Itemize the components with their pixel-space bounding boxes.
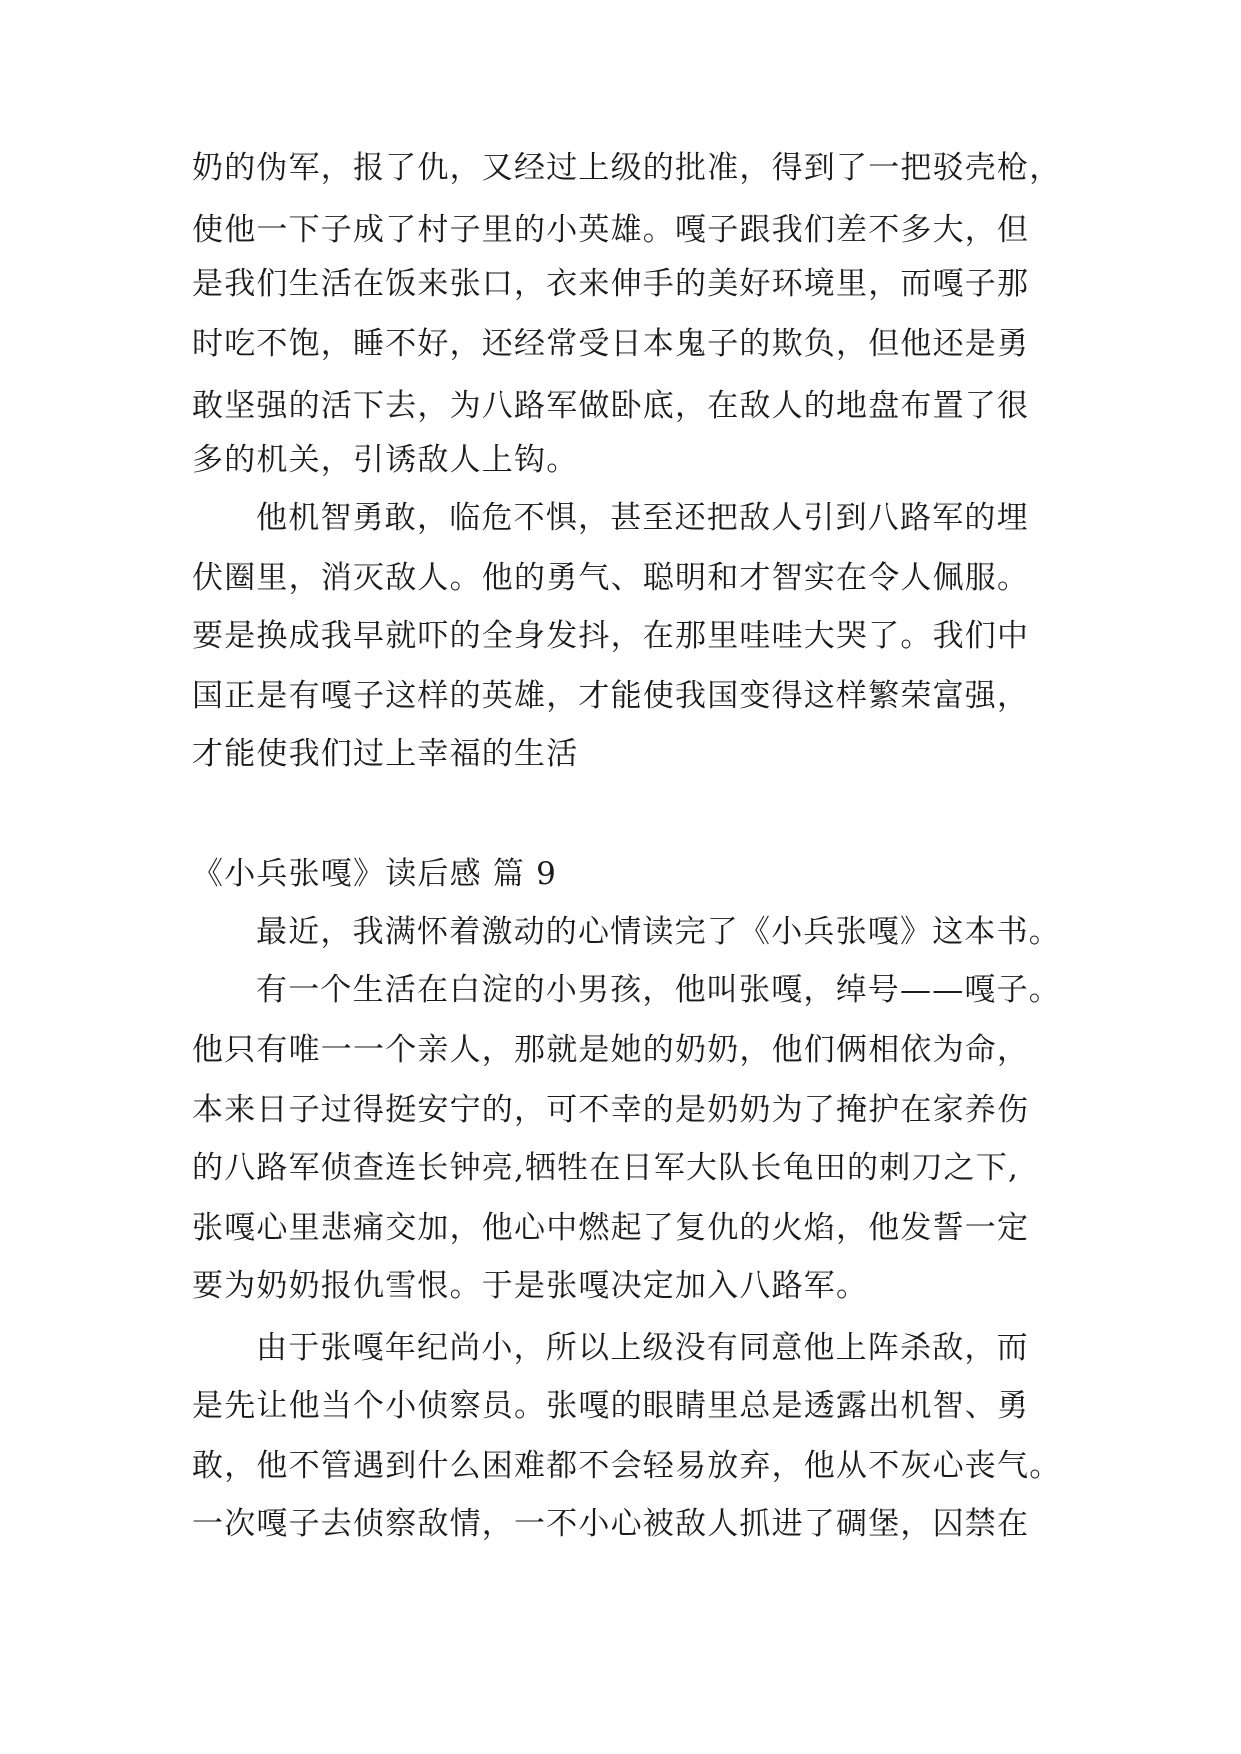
text-line: 多的机关，引诱敌人上钩。 xyxy=(192,442,579,478)
text-line: 时吃不饱，睡不好，还经常受日本鬼子的欺负，但他还是勇 xyxy=(192,326,1030,362)
text-line: 要为奶奶报仇雪恨。于是张嘎决定加入八路军。 xyxy=(192,1268,869,1304)
text-line: 敢，他不管遇到什么困难都不会轻易放弃，他从不灰心丧气。 xyxy=(192,1448,1062,1484)
text-line: 使他一下子成了村子里的小英雄。嘎子跟我们差不多大，但 xyxy=(192,212,1030,248)
text-line: 有一个生活在白淀的小男孩，他叫张嘎，绰号——嘎子。 xyxy=(256,972,1061,1008)
text-line: 是先让他当个小侦察员。张嘎的眼睛里总是透露出机智、勇 xyxy=(192,1388,1030,1424)
section-heading: 《小兵张嘎》读后感 篇 9 xyxy=(192,856,558,892)
text-line: 本来日子过得挺安宁的，可不幸的是奶奶为了掩护在家养伤 xyxy=(192,1092,1030,1128)
text-line: 国正是有嘎子这样的英雄，才能使我国变得这样繁荣富强， xyxy=(192,678,1030,714)
text-line: 由于张嘎年纪尚小，所以上级没有同意他上阵杀敌，而 xyxy=(256,1330,1029,1366)
text-line: 是我们生活在饭来张口，衣来伸手的美好环境里，而嘎子那 xyxy=(192,266,1030,302)
text-line: 敢坚强的活下去，为八路军做卧底，在敌人的地盘布置了很 xyxy=(192,388,1030,424)
text-line: 奶的伪军，报了仇，又经过上级的批准，得到了一把驳壳枪， xyxy=(192,150,1062,186)
text-line: 他机智勇敢，临危不惧，甚至还把敌人引到八路军的埋 xyxy=(256,500,1029,536)
text-line: 张嘎心里悲痛交加，他心中燃起了复仇的火焰，他发誓一定 xyxy=(192,1210,1030,1246)
text-line: 最近，我满怀着激动的心情读完了《小兵张嘎》这本书。 xyxy=(256,914,1061,950)
text-line: 伏圈里，消灭敌人。他的勇气、聪明和才智实在令人佩服。 xyxy=(192,560,1030,596)
text-line: 才能使我们过上幸福的生活 xyxy=(192,736,579,772)
text-line: 要是换成我早就吓的全身发抖，在那里哇哇大哭了。我们中 xyxy=(192,618,1030,654)
text-line: 的八路军侦查连长钟亮,牺牲在日军大队长龟田的刺刀之下, xyxy=(192,1150,1020,1186)
text-line: 一次嘎子去侦察敌情，一不小心被敌人抓进了碉堡，囚禁在 xyxy=(192,1506,1030,1542)
text-line: 他只有唯一一个亲人，那就是她的奶奶，他们俩相依为命， xyxy=(192,1032,1030,1068)
